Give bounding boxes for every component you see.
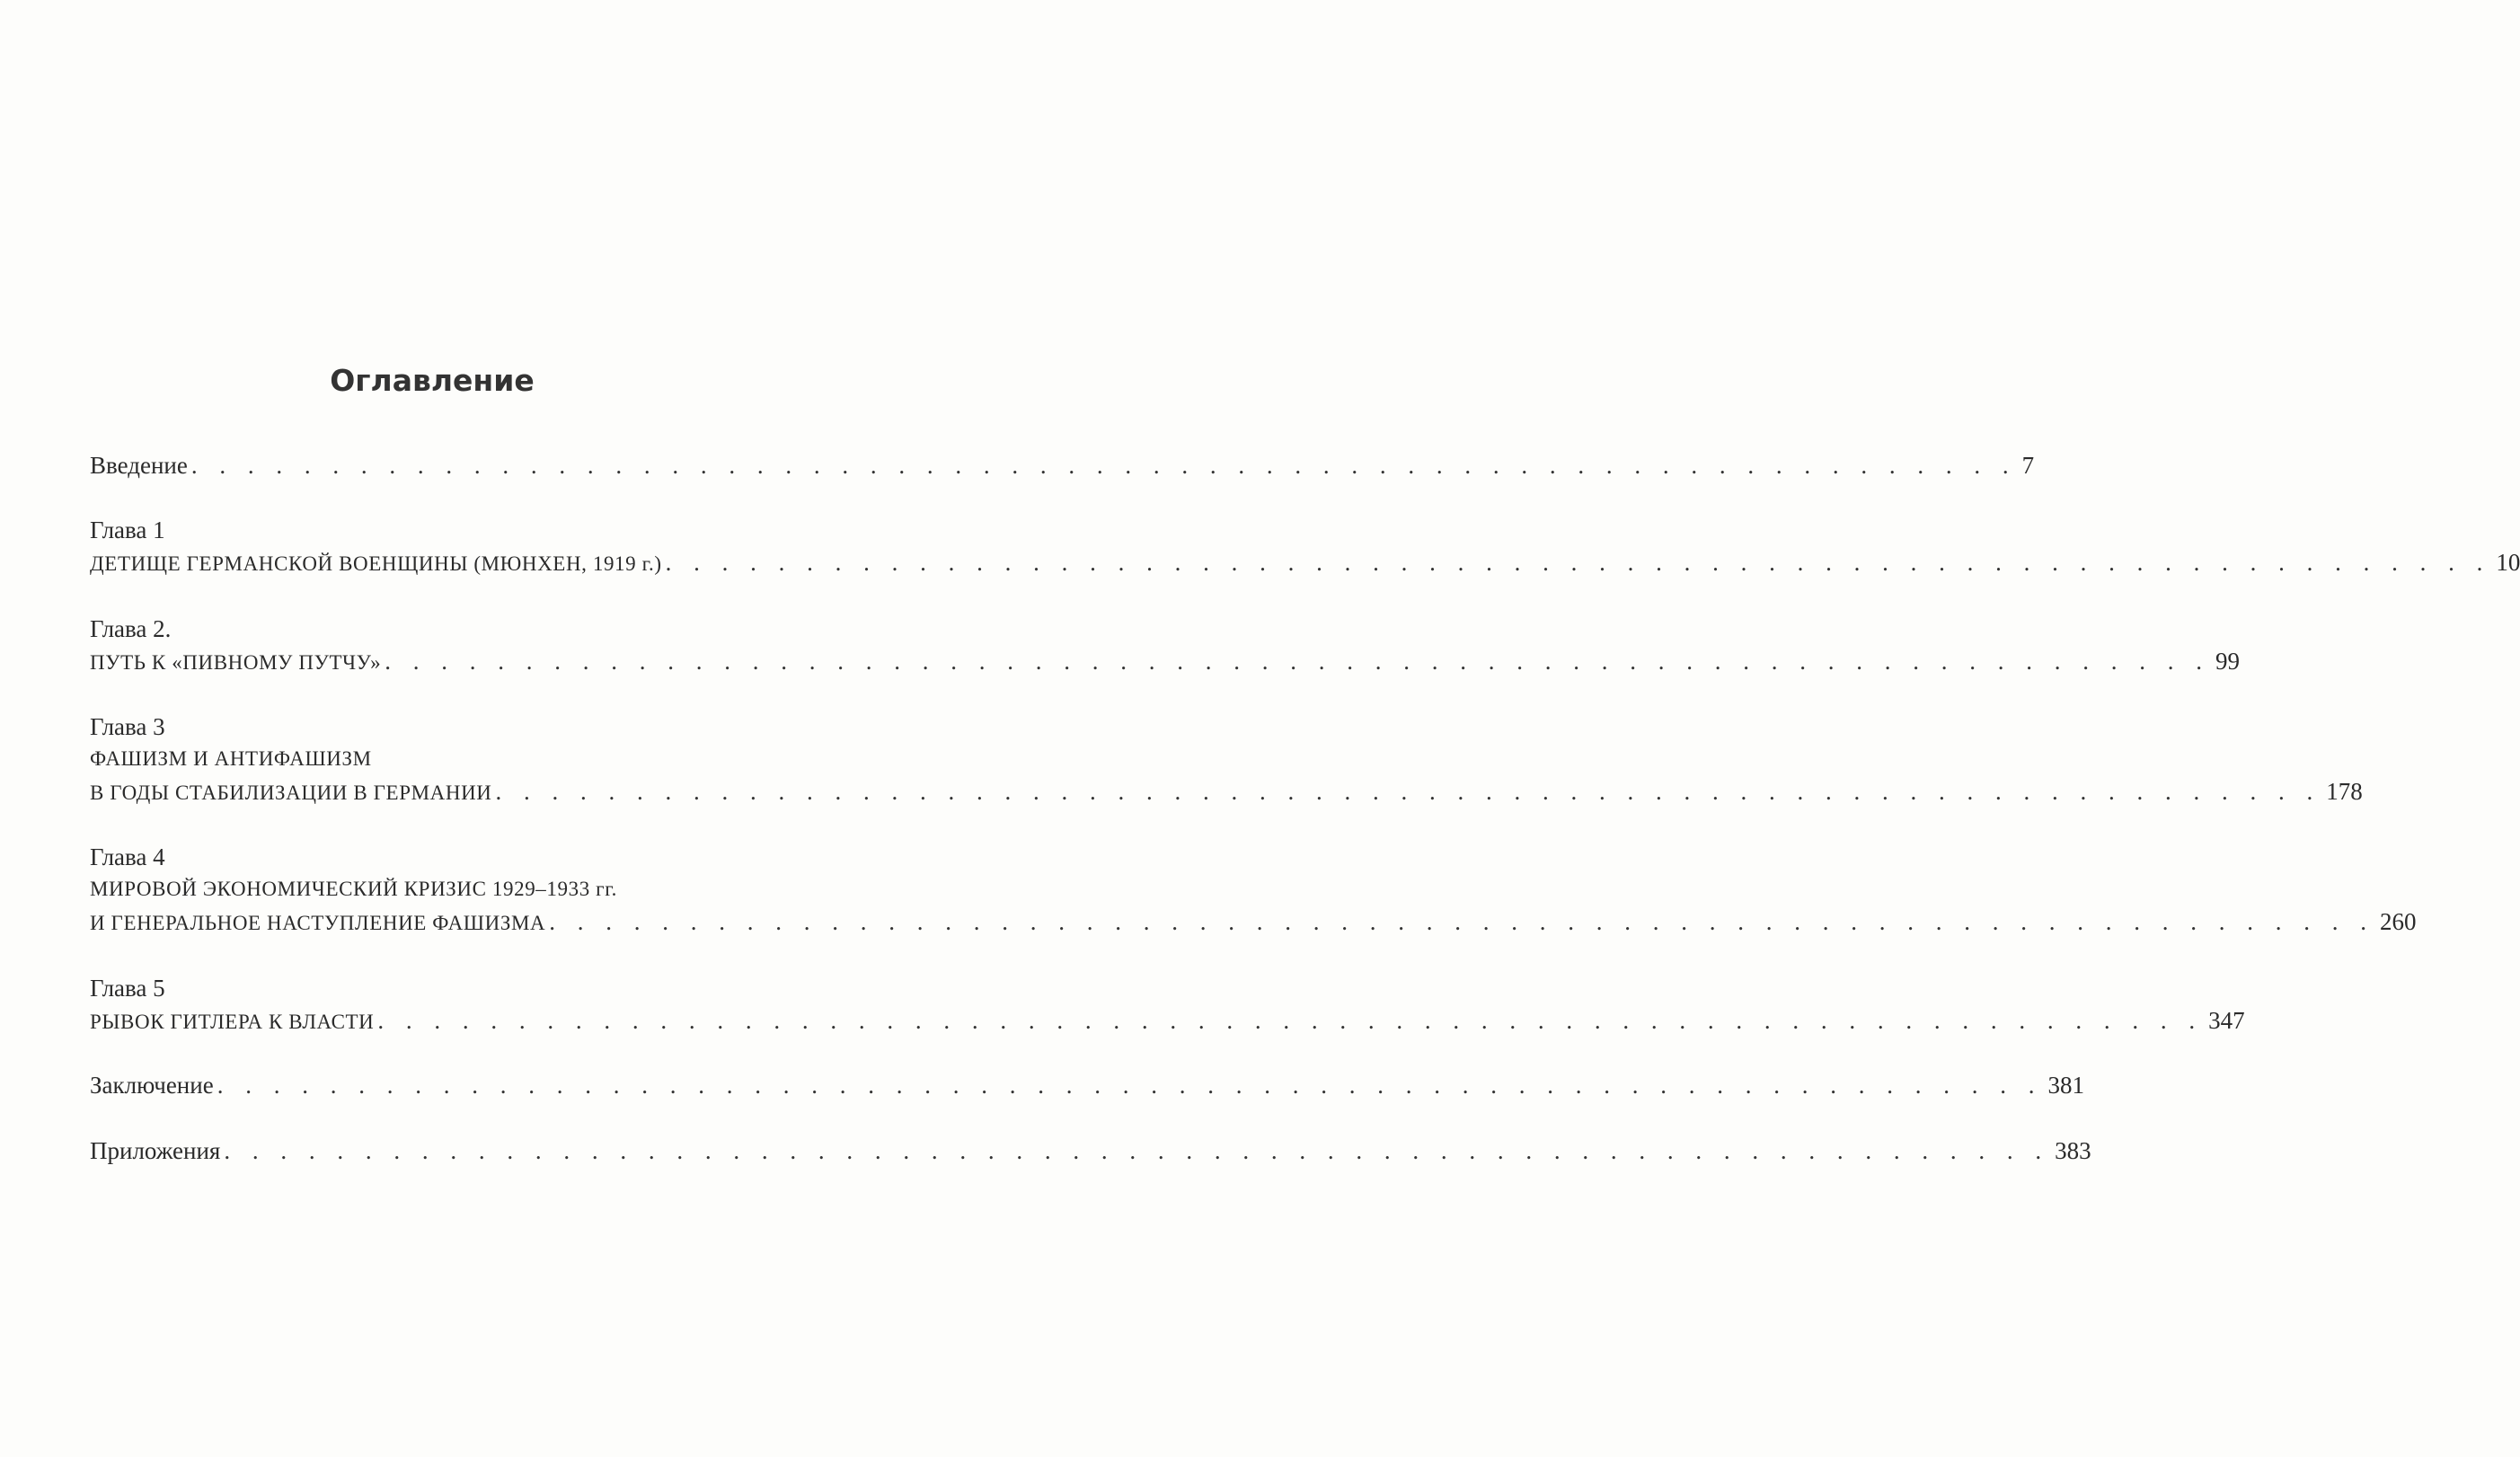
- toc-page-number: 178: [2326, 778, 2363, 805]
- dot-leader: . . . . . . . . . . . . . . . . . . . . . . . . . . . . . . . . . . . . . . . . . . . . . . . . . . . . . . . . . . . . . . . . .: [377, 1007, 2204, 1034]
- toc-entry-title-line: ФАШИЗМ И АНТИФАШИЗМ: [90, 747, 372, 770]
- chapter-label: Глава 5: [90, 975, 165, 1002]
- toc-page-number: 383: [2055, 1137, 2091, 1164]
- dot-leader: . . . . . . . . . . . . . . . . . . . . . . . . . . . . . . . . . . . . . . . . . . . . . . . . . . . . . . . . . . . . . . . . .: [665, 549, 2491, 576]
- dot-leader: . . . . . . . . . . . . . . . . . . . . . . . . . . . . . . . . . . . . . . . . . . . . . . . . . . . . . . . . . . . . . . . . .: [190, 452, 2017, 479]
- toc-entry-appendix[interactable]: [90, 1133, 2091, 1169]
- toc-page-number: 347: [2208, 1007, 2245, 1034]
- dot-leader: . . . . . . . . . . . . . . . . . . . . . . . . . . . . . . . . . . . . . . . . . . . . . . . . . . . . . . . . . . . . . . . . .: [549, 908, 2374, 935]
- toc-entry-chapter-1[interactable]: [90, 544, 2520, 580]
- toc-page-number: 381: [2047, 1072, 2084, 1099]
- toc-entry-chapter-3[interactable]: [90, 773, 2363, 809]
- toc-entry-text: Заключение: [90, 1072, 214, 1099]
- toc-entry-title: ДЕТИЩЕ ГЕРМАНСКОЙ ВОЕНЩИНЫ (МЮНХЕН, 1919 г.): [90, 552, 662, 575]
- toc-entry-title: В ГОДЫ СТАБИЛИЗАЦИИ В ГЕРМАНИИ: [90, 781, 492, 804]
- chapter-label: Глава 4: [90, 843, 165, 870]
- toc-entry-conclusion[interactable]: [90, 1067, 2084, 1103]
- toc-entry-title: ПУТЬ К «ПИВНОМУ ПУТЧУ»: [90, 651, 382, 674]
- page-title: Оглавление: [330, 363, 535, 398]
- toc-entry-title: РЫВОК ГИТЛЕРА К ВЛАСТИ: [90, 1011, 375, 1033]
- toc-page-number: 7: [2021, 452, 2035, 479]
- toc-entry-intro[interactable]: [90, 447, 2035, 483]
- dot-leader: . . . . . . . . . . . . . . . . . . . . . . . . . . . . . . . . . . . . . . . . . . . . . . . . . . . . . . . . . . . . . . . . .: [224, 1137, 2050, 1164]
- toc-entry-title: И ГЕНЕРАЛЬНОЕ НАСТУПЛЕНИЕ ФАШИЗМА: [90, 912, 546, 934]
- dot-leader: . . . . . . . . . . . . . . . . . . . . . . . . . . . . . . . . . . . . . . . . . . . . . . . . . . . . . . . . . . . . . . . . .: [217, 1072, 2043, 1099]
- toc-page-number: 10: [2496, 549, 2520, 576]
- toc-page-number: 99: [2215, 648, 2240, 675]
- toc-entry-chapter-5[interactable]: [90, 1002, 2245, 1038]
- dot-leader: . . . . . . . . . . . . . . . . . . . . . . . . . . . . . . . . . . . . . . . . . . . . . . . . . . . . . . . . . . . . . . . . .: [385, 648, 2210, 675]
- dot-leader: . . . . . . . . . . . . . . . . . . . . . . . . . . . . . . . . . . . . . . . . . . . . . . . . . . . . . . . . . . . . . . . . .: [495, 778, 2321, 805]
- toc-entry-chapter-2[interactable]: [90, 643, 2240, 679]
- chapter-label: Глава 2.: [90, 615, 172, 642]
- chapter-label: Глава 1: [90, 517, 165, 543]
- toc-entry-title-line: МИРОВОЙ ЭКОНОМИЧЕСКИЙ КРИЗИС 1929–1933 гг.: [90, 878, 617, 900]
- toc-entry-text: Введение: [90, 452, 188, 479]
- toc-entry-chapter-4[interactable]: [90, 904, 2417, 940]
- toc-entry-text: Приложения: [90, 1137, 221, 1164]
- chapter-label: Глава 3: [90, 713, 165, 740]
- toc-page-number: 260: [2379, 908, 2417, 935]
